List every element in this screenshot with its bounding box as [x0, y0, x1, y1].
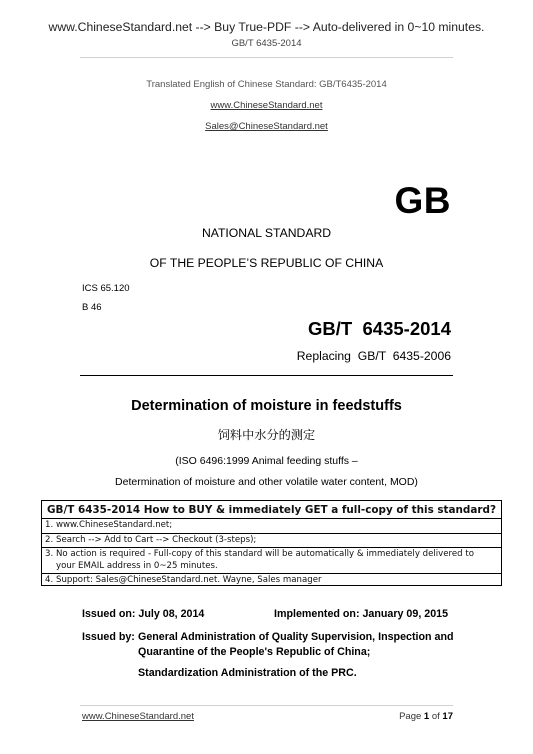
step-text: www.ChineseStandard.net;	[56, 520, 173, 530]
issued-by-label: Issued by:	[82, 631, 135, 643]
footer-website-link[interactable]: www.ChineseStandard.net	[82, 711, 194, 722]
country-heading: OF THE PEOPLE’S REPUBLIC OF CHINA	[149, 256, 384, 270]
issuer-line-1: General Administration of Quality Supervision, Inspection and	[138, 631, 454, 643]
buy-steps-list	[42, 518, 501, 588]
title-divider	[80, 375, 453, 376]
national-standard-heading: NATIONAL STANDARD	[201, 226, 332, 240]
step-number: 3.	[45, 549, 54, 560]
step-number: 4.	[45, 575, 54, 586]
page-indicator	[399, 711, 453, 722]
page-current: 1	[423, 711, 430, 722]
step-text: Search --> Add to Cart --> Checkout (3-steps);	[56, 534, 257, 545]
footer-divider	[80, 705, 453, 706]
buy-step-item	[42, 518, 501, 533]
buy-box-title: GB/T 6435-2014 How to BUY & immediately GET a full-copy of this standard?	[47, 504, 496, 516]
step-text: Support: Sales@ChineseStandard.net. Wayne, Sales manager	[56, 575, 322, 586]
header-divider	[80, 57, 453, 58]
page-total: 17	[442, 711, 453, 722]
ics-code: ICS 65.120	[82, 283, 130, 294]
document-title-chinese: 饲料中水分的测定	[217, 428, 316, 442]
header-standard-code: GB/T 6435-2014	[231, 38, 302, 49]
classification-code: B 46	[82, 302, 102, 313]
implemented-date: Implemented on: January 09, 2015	[274, 608, 449, 620]
header-promo-line: www.ChineseStandard.net --> Buy True-PDF --> Auto-delivered in 0~10 minutes.	[48, 20, 485, 34]
replacing-standard: Replacing GB/T 6435-2006	[296, 349, 451, 363]
page-prefix: Page	[399, 711, 424, 722]
step-number: 1.	[45, 520, 54, 530]
issuer-line-3: Standardization Administration of the PRC.	[138, 667, 357, 679]
document-title-english: Determination of moisture in feedstuffs	[131, 398, 402, 414]
iso-reference-line2: Determination of moisture and other volatile water content, MOD)	[115, 476, 418, 488]
step-text-continued: your EMAIL address in 0~25 minutes.	[56, 560, 218, 571]
issued-date: Issued on: July 08, 2014	[82, 608, 205, 620]
iso-reference-line1: (ISO 6496:1999 Animal feeding stuffs –	[175, 455, 358, 467]
issuer-line-2: Quarantine of the People's Republic of China;	[138, 646, 371, 658]
step-number: 2.	[45, 534, 54, 545]
translation-note: Translated English of Chinese Standard: GB/T6435-2014	[146, 79, 387, 90]
buy-instructions-box	[41, 500, 502, 586]
buy-step-item	[42, 547, 501, 573]
page-of: of	[429, 711, 443, 722]
website-link[interactable]: www.ChineseStandard.net	[210, 100, 323, 111]
buy-step-item	[42, 573, 501, 588]
step-text: No action is required - Full-copy of this standard will be automatically & immediately delivered to	[56, 549, 474, 560]
standard-number: GB/T 6435-2014	[308, 318, 451, 339]
buy-step-item	[42, 533, 501, 548]
gb-mark: GB	[394, 180, 451, 221]
email-link[interactable]: Sales@ChineseStandard.net	[205, 121, 328, 132]
